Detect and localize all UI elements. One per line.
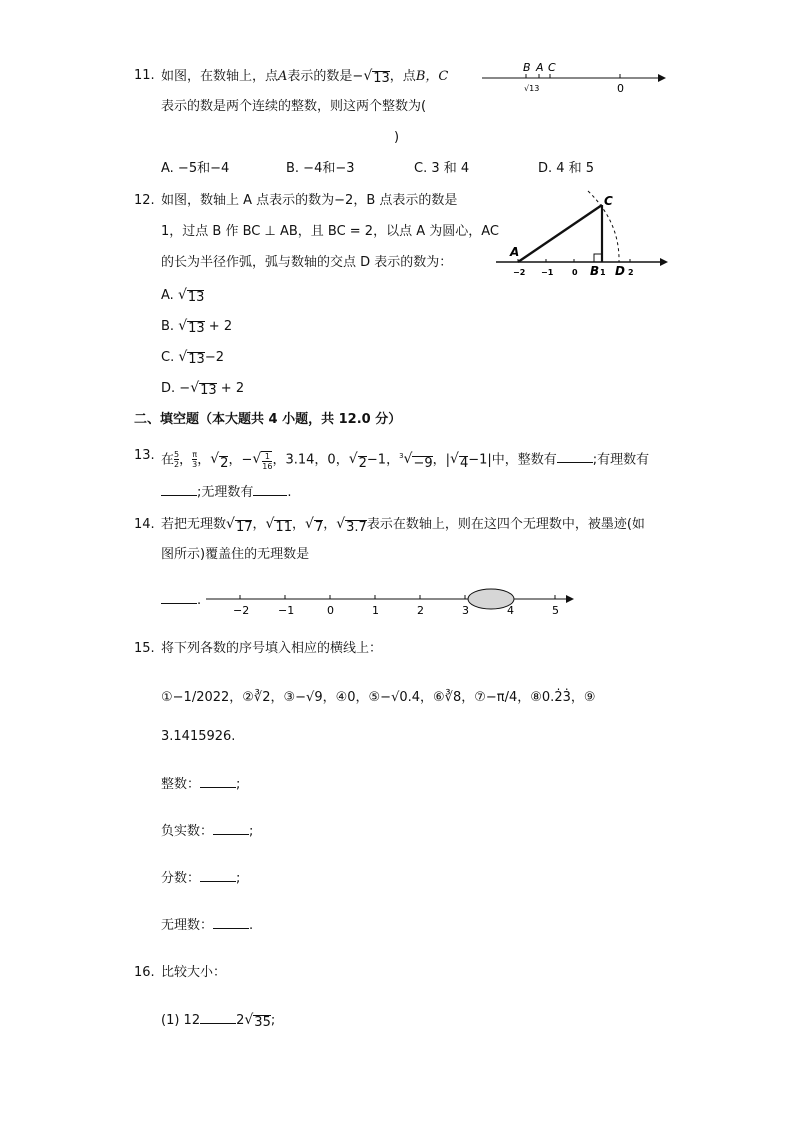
q14-answer-line: . bbox=[161, 591, 201, 611]
q11-option-a: A. −5和−4 bbox=[161, 161, 230, 176]
q11-label-sqrt13: √13 bbox=[524, 84, 540, 93]
q11-number-line-figure bbox=[478, 58, 668, 100]
q14-tick-label: 3 bbox=[462, 604, 469, 617]
q11-label-zero: 0 bbox=[617, 82, 624, 95]
q12-tick-label-1: 1 bbox=[600, 268, 606, 277]
q12-label-a: A bbox=[510, 245, 520, 259]
q15-number: 15. bbox=[134, 641, 155, 656]
q13-number: 13. bbox=[134, 448, 155, 463]
q12-option-b: B. √ 13 + 2 bbox=[161, 318, 233, 336]
q12-label-b: B bbox=[590, 264, 600, 278]
q11-label-b: B bbox=[523, 61, 531, 74]
q14-ink-blot bbox=[468, 589, 514, 609]
q12-segment-ac bbox=[518, 205, 602, 262]
q14-line1: 若把无理数 √ 17 ， √ 11 ， √ 7 ， √ 3.7 表示在数轴上，则在这四个无理数中，被墨迹(如 bbox=[161, 516, 645, 535]
q16-number: 16. bbox=[134, 965, 155, 980]
q12-line2: 1，过点 B 作 BC ⊥ AB，且 BC = 2，以点 A 为圆心，AC bbox=[161, 224, 499, 239]
q15-irrationals: 无理数： . bbox=[161, 918, 254, 933]
q12-line1: 如图，数轴上 A 点表示的数为−2，B 点表示的数是 bbox=[161, 193, 458, 208]
q15-items-line: ①−1/2022，②∛2，③−√9，④0，⑤−√0.4，⑥∛8，⑦−π/4，⑧0.2̇3̇，⑨ bbox=[161, 690, 596, 705]
q14-axis-arrow bbox=[566, 595, 574, 603]
q12-line3: 的长为半径作弧，弧与数轴的交点 D 表示的数为： bbox=[161, 255, 453, 270]
q12-option-c: C. √ 13 −2 bbox=[161, 349, 224, 367]
q14-tick-label: 0 bbox=[327, 604, 334, 617]
q11-option-b: B. −4和−3 bbox=[286, 161, 355, 176]
q12-option-d: D. − √ 13 + 2 bbox=[161, 380, 245, 398]
q11-number: 11. bbox=[134, 68, 155, 83]
q13-line1: 在 $\frac{5}{2}$ ， $\frac{\pi}{3}$ ， √ 2 ，− √ $\frac{1}{16}$ ，3.14，0， √ 2 −1，$^3$ √ −9 ，| √ 4 −1|中，整数有 ;有理数有 bbox=[161, 450, 650, 472]
q14-tick-label: −2 bbox=[233, 604, 250, 617]
q15-integers: 整数： ; bbox=[161, 777, 241, 792]
q14-tick-label: −1 bbox=[278, 604, 295, 617]
q11-axis-arrow bbox=[658, 74, 666, 82]
q14-tick-label: 2 bbox=[417, 604, 424, 617]
q13-line2: ;无理数有 . bbox=[161, 483, 292, 503]
q16-intro: 比较大小： bbox=[161, 965, 227, 980]
q12-axis-arrow bbox=[660, 258, 668, 266]
q15-fractions: 分数： ; bbox=[161, 871, 241, 886]
q12-tick-label-neg1: −1 bbox=[541, 268, 554, 277]
q15-intro: 将下列各数的序号填入相应的横线上： bbox=[161, 641, 383, 656]
q14-number-line-figure bbox=[204, 586, 580, 620]
q14-line2: 图所示)覆盖住的无理数是 bbox=[161, 547, 310, 562]
q11-label-a: A bbox=[536, 61, 544, 74]
q11-option-d: D. 4 和 5 bbox=[538, 161, 595, 176]
q12-option-a: A. √ 13 bbox=[161, 287, 205, 305]
q12-label-d: D bbox=[615, 264, 625, 278]
q12-number: 12. bbox=[134, 193, 155, 208]
q12-label-c: C bbox=[604, 194, 613, 208]
q15-last-item: 3.1415926. bbox=[161, 729, 236, 744]
q14-tick-label: 1 bbox=[372, 604, 379, 617]
q14-tick-label: 5 bbox=[552, 604, 559, 617]
q12-tick-label-neg2: −2 bbox=[513, 268, 526, 277]
q16-part1: (1) 12 2 √ 35 ; bbox=[161, 1012, 276, 1030]
q12-tick-label-2: 2 bbox=[628, 268, 634, 277]
section-fill-in-blank-heading: 二、填空题（本大题共 4 小题，共 12.0 分） bbox=[134, 412, 402, 427]
q11-line1: 如图，在数轴上，点A表示的数是− √ 13 ，点B，C bbox=[161, 68, 449, 86]
q15-negative-reals: 负实数： ; bbox=[161, 824, 254, 839]
q11-label-c: C bbox=[548, 61, 556, 74]
q14-number: 14. bbox=[134, 517, 155, 532]
q12-tick-label-0: 0 bbox=[572, 268, 578, 277]
q11-option-c: C. 3 和 4 bbox=[414, 161, 470, 176]
q12-triangle-figure bbox=[492, 188, 670, 280]
q12-right-angle-mark bbox=[594, 254, 602, 262]
q14-tick-label: 4 bbox=[507, 604, 514, 617]
q11-line2: 表示的数是两个连续的整数，则这两个整数为( bbox=[161, 99, 427, 114]
q11-close-paren: ) bbox=[394, 130, 400, 145]
